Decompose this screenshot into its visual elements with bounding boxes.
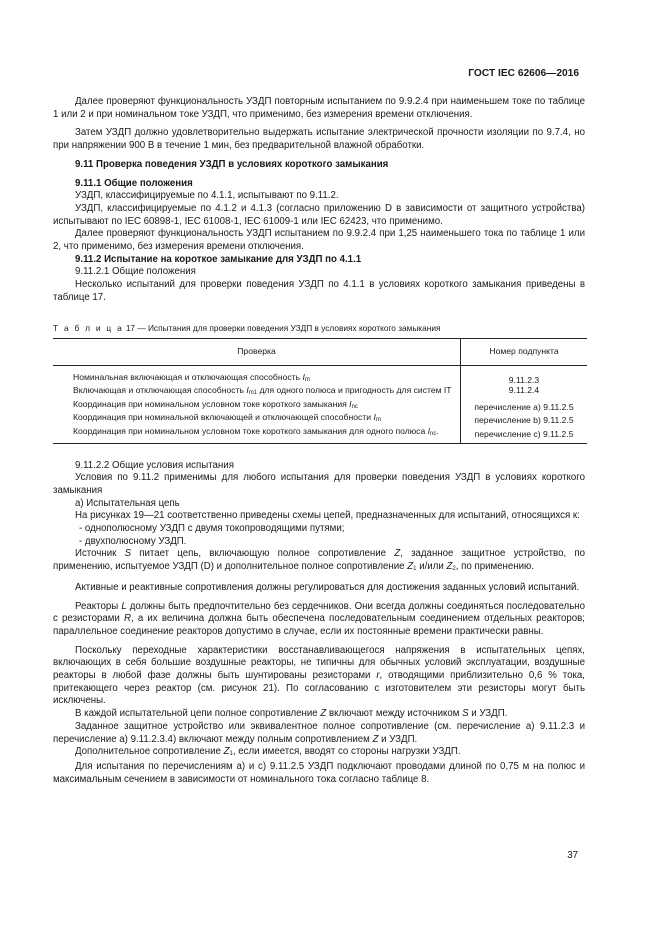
paragraph: Поскольку переходные характеристики восстанавливающегося напряжения в испытательных цепях, включающих в себя большие воздушные реакторы, не типичны для обычных условий эксплуатации, воздушные реакторы в любой фазе должны быть шунтированы резисторами r, отводящими приблизительно 0,6 % тока, притекающего через реактор (см. рисунок 21). По согласованию с изготовителем эти резисторы могут быть исключены. xyxy=(53,644,585,707)
paragraph: Источник S питает цепь, включающую полное сопротивление Z, заданное защитное устройство, по применению, испытуемое УЗДП (D) и дополнительное полное сопротивление $Z_1$ и/или $Z_2$, по применению. xyxy=(53,548,585,573)
paragraph: Далее проверяют функциональность УЗДП испытанием по 9.9.2.4 при 1,25 наименьшего тока по таблице 1 или 2, что применимо, без измерения времени отключения. xyxy=(53,228,585,253)
subsection-heading: 9.11.2.2 Общие условия испытания xyxy=(75,459,234,471)
table-header-check: Проверка xyxy=(53,338,461,365)
table-cell-check: Номинальная включающая и отключающая способность $I_m$ xyxy=(53,365,461,385)
list-item: - двухполюсному УЗДП. xyxy=(79,535,187,547)
paragraph: УЗДП, классифицируемые по 4.1.2 и 4.1.3 (согласно приложению D в зависимости от защитного устройства) испытывают по IEC 60898-1, IEC 61008-1, IEC 61009-1 или IEC 62423, что применимо. xyxy=(53,202,585,227)
table-row xyxy=(53,399,587,413)
table-cell-ref: перечисление с) 9.11.2.5 xyxy=(474,428,574,439)
paragraph: Для испытания по перечислениям а) и с) 9.11.2.5 УЗДП подключают проводами длиной по 0,75 м на полюс и максимальным сечением в зависимости от номинального тока согласно таблице 8. xyxy=(53,760,585,785)
table-row xyxy=(53,365,587,385)
table-cell-check: Включающая и отключающая способность $I_{m1}$ для одного полюса и пригодность для систем IT xyxy=(53,385,461,399)
table-row xyxy=(53,385,587,399)
page-content xyxy=(53,96,585,786)
standard-id: ГОСТ IEC 62606—2016 xyxy=(468,68,579,79)
list-heading: а) Испытательная цепь xyxy=(75,497,180,509)
paragraph: УЗДП, классифицируемые по 4.1.1, испытывают по 9.11.2. xyxy=(75,190,339,202)
table-cell-check: Координация при номинальном условном токе короткого замыкания $I_{nc}$ xyxy=(53,399,461,413)
paragraph: На рисунках 19—21 соответственно приведены схемы цепей, предназначенных для испытаний, относящихся к: xyxy=(75,510,580,522)
table-row xyxy=(53,426,587,443)
table-cell-ref: перечисление а) 9.11.2.5 xyxy=(474,401,574,412)
page-number: 37 xyxy=(567,850,578,861)
table-cell-ref: 9.11.2.4 xyxy=(508,385,540,396)
paragraph: Реакторы L должны быть предпочтительно без сердечников. Они всегда должны соединяться последовательно с резисторами R, а их величина должна быть обеспечена последовательным соединением отдельных реакторов; параллельное соединение реакторов допустимо в случае, если их постоянные времени практически равны. xyxy=(53,600,585,637)
paragraph: Затем УЗДП должно удовлетворительно выдержать испытание электрической прочности изоляции по 9.7.4, но при напряжении 900 В в течение 1 мин, без предварительной влажной обработки. xyxy=(53,127,585,152)
table-cell-check: Координация при номинальной включающей и отключающей способности $I_m$ xyxy=(53,412,461,426)
paragraph: Заданное защитное устройство или эквивалентное полное сопротивление (см. перечисление а) 9.11.2.3 и перечисление а) 9.11.2.3.4) включают между полным сопротивлением Z и УЗДП. xyxy=(53,720,585,745)
section-heading-9-11: 9.11 Проверка поведения УЗДП в условиях короткого замыкания xyxy=(75,158,389,170)
list-item: - однополюсному УЗДП с двумя токопроводящими путями; xyxy=(79,523,345,535)
table-cell-check: Координация при номинальном условном токе короткого замыкания для одного полюса $I_{nc}$. xyxy=(53,426,461,443)
paragraph: В каждой испытательной цепи полное сопротивление Z включают между источником S и УЗДП. xyxy=(75,708,508,720)
paragraph: Условия по 9.11.2 применимы для любого испытания для проверки поведения УЗДП в условиях короткого замыкания xyxy=(53,472,585,496)
paragraph: Далее проверяют функциональность УЗДП повторным испытанием по 9.9.2.4 при наименьшем токе по таблице 1 или 2 и при номинальном токе УЗДП, что применимо, без измерения времени отключения. xyxy=(53,96,585,120)
section-heading-9-11-1: 9.11.1 Общие положения xyxy=(75,177,193,189)
paragraph: Активные и реактивные сопротивления должны регулироваться для достижения заданных условий испытаний. xyxy=(75,581,580,593)
table-cell-ref: перечисление b) 9.11.2.5 xyxy=(474,415,574,426)
section-heading-9-11-2: 9.11.2 Испытание на короткое замыкание для УЗДП по 4.1.1 xyxy=(75,253,362,265)
table-header-ref: Номер подпункта xyxy=(461,338,588,365)
table-caption-text: 17 — Испытания для проверки поведения УЗДП в условиях короткого замыкания xyxy=(123,322,441,333)
paragraph: Дополнительное сопротивление $Z_1$, если имеется, вводят со стороны нагрузки УЗДП. xyxy=(75,746,461,758)
table-cell-ref: 9.11.2.3 xyxy=(508,374,540,385)
paragraph: Несколько испытаний для проверки поведения УЗДП по 4.1.1 в условиях короткого замыкания приведены в таблице 17. xyxy=(53,279,585,303)
table-row xyxy=(53,412,587,426)
table-17 xyxy=(53,338,587,444)
table-caption-label: Т а б л и ц а xyxy=(53,322,124,333)
table-caption xyxy=(53,323,585,334)
subsection-heading: 9.11.2.1 Общие положения xyxy=(75,266,196,278)
